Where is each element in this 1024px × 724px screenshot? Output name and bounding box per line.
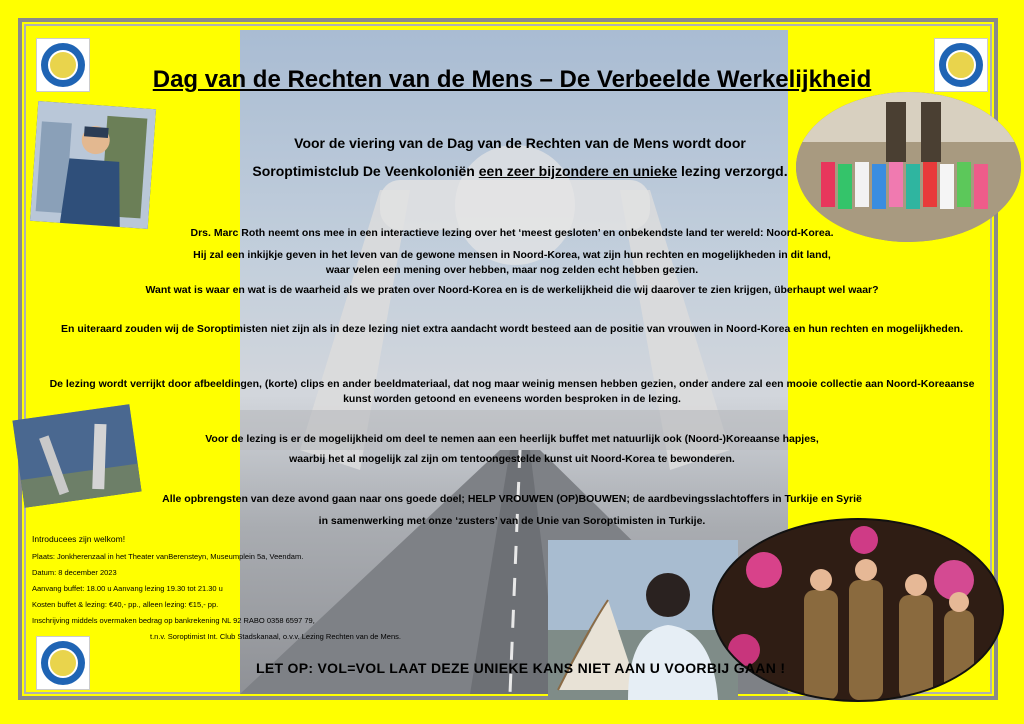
woman-fan-photo xyxy=(548,540,738,700)
paragraph-7b: in samenwerking met onze ‘zusters’ van de Unie van Soroptimisten in Turkije. xyxy=(318,515,706,527)
info-account: t.n.v. Soroptimist Int. Club Stadskanaal, o.v.v. Lezing Rechten van de Mens. xyxy=(150,632,401,641)
poster-artwork-photo xyxy=(30,101,156,229)
paragraph-4: En uiteraard zouden wij de Soroptimisten niet zijn als in deze lezing niet extra aandacht wordt besteed aan de positie van vrouwen in Noord-Korea en hun rechten en mogelijkheden. xyxy=(61,323,963,335)
page-title: Dag van de Rechten van de Mens – De Verbeelde Werkelijkheid xyxy=(152,66,872,93)
info-costs: Kosten buffet & lezing: €40,- pp., alleen lezing: €15,- pp. xyxy=(32,600,219,609)
intro-line-2-a: Soroptimistclub De Veenkoloniën xyxy=(252,163,479,179)
intro-line-2-b: lezing verzorgd. xyxy=(677,163,788,179)
paragraph-7a: Alle opbrengsten van deze avond gaan naar ons goede doel; HELP VROUWEN (OP)BOUWEN; de aardbevingsslachtoffers in Turkije en Syrië xyxy=(162,493,862,505)
paragraph-2: Hij zal een inkijkje geven in het leven van de gewone mensen in Noord-Korea, wat zijn hun rechten en mogelijkheden in dit land, waar velen een mening over hebben, maar nog zelden echt hebben gezien. xyxy=(193,249,831,276)
info-date: Datum: 8 december 2023 xyxy=(32,568,117,577)
soroptimist-logo-bottom-left xyxy=(36,636,90,690)
paragraph-6a: Voor de lezing is er de mogelijkheid om deel te nemen aan een heerlijk buffet met natuurlijk ook (Noord-)Koreaanse hapjes, xyxy=(205,433,819,445)
info-place: Plaats: Jonkherenzaal in het Theater vanBerensteyn, Museumplein 5a, Veendam. xyxy=(32,552,304,561)
info-times: Aanvang buffet: 18.00 u Aanvang lezing 19.30 tot 21.30 u xyxy=(32,584,223,593)
info-welcome: Introducees zijn welkom! xyxy=(32,534,126,544)
paragraph-1: Drs. Marc Roth neemt ons mee in een interactieve lezing over het ‘meest gesloten’ en onbekendste land ter wereld: Noord-Korea. xyxy=(190,227,834,239)
intro-line-1: Voor de viering van de Dag van de Rechten van de Mens wordt door xyxy=(294,135,746,151)
intro-line-2 xyxy=(180,163,860,179)
intro-line-2-underlined: een zeer bijzondere en unieke xyxy=(478,163,678,179)
paragraph-5: De lezing wordt verrijkt door afbeeldingen, (korte) clips en ander beeldmateriaal, dat nog maar weinig mensen hebben gezien, onder andere zal een mooie collectie aan Noord-Koreaanse kunst worden getoond en eveneens worden besproken in de lezing. xyxy=(49,378,975,405)
paragraph-3: Want wat is waar en wat is de waarheid als we praten over Noord-Korea en is de werkelijkheid die wij daarover te zien krijgen, überhaupt wel waar? xyxy=(145,284,879,296)
footer-notice: LET OP: VOL=VOL LAAT DEZE UNIEKE KANS NIET AAN U VOORBIJ GAAN ! xyxy=(256,660,786,676)
paragraph-6b: waarbij het al mogelijk zal zijn om tentoongestelde kunst uit Noord-Korea te bewonderen. xyxy=(289,453,735,465)
info-signup: Inschrijving middels overmaken bedrag op bankrekening NL 92 RABO 0358 6597 79, xyxy=(32,616,315,625)
